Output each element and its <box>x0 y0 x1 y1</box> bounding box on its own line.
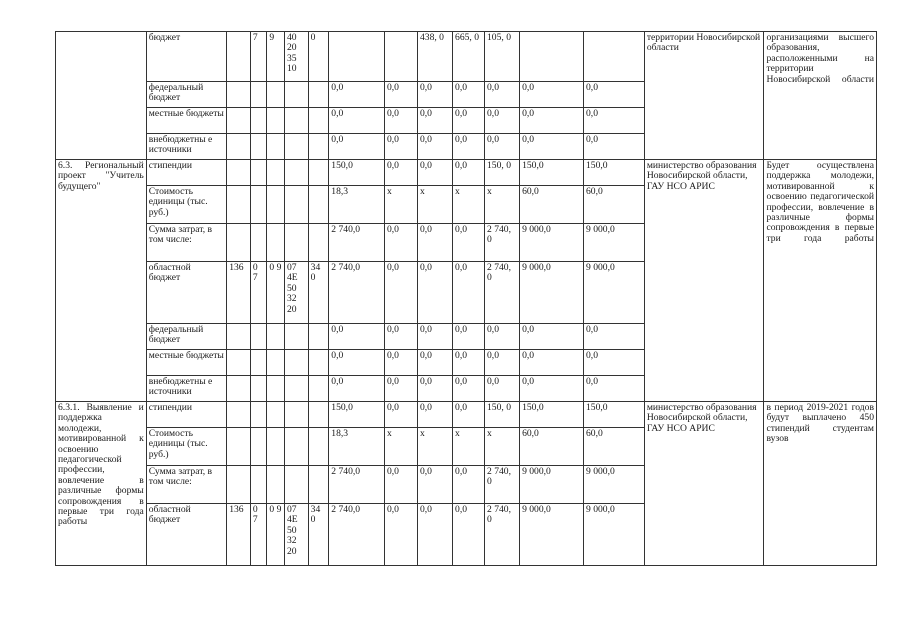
cell-value-2019: 0,0 <box>417 504 452 566</box>
cell-csr: 40 20 35 10 <box>284 32 308 82</box>
cell-grbs <box>227 402 251 428</box>
cell-value-2018: 0,0 <box>384 324 417 350</box>
cell-vr <box>308 376 329 402</box>
cell-value-2020: 0,0 <box>453 82 485 108</box>
cell-value-2021: 0,0 <box>485 376 520 402</box>
cell-value-2023: 0,0 <box>584 324 645 350</box>
cell-rz <box>250 186 267 224</box>
cell-value-2019: 0,0 <box>417 466 452 504</box>
cell-rz <box>250 134 267 160</box>
cell-value-2018: х <box>384 428 417 466</box>
cell-value-2023: 9 000,0 <box>584 224 645 262</box>
cell-value-2023: 0,0 <box>584 134 645 160</box>
cell-item: Сумма затрат, в том числе: <box>146 466 226 504</box>
cell-vr <box>308 186 329 224</box>
cell-value-2023: 9 000,0 <box>584 466 645 504</box>
cell-csr <box>284 376 308 402</box>
cell-pr <box>267 376 285 402</box>
table-row <box>56 32 877 82</box>
cell-value-2023: 60,0 <box>584 428 645 466</box>
cell-value-2020: 0,0 <box>453 262 485 324</box>
cell-pr <box>267 160 285 186</box>
cell-csr <box>284 466 308 504</box>
cell-rz <box>250 224 267 262</box>
cell-vr <box>308 402 329 428</box>
cell-value-2018: 0,0 <box>384 82 417 108</box>
cell-value-2022: 9 000,0 <box>520 224 584 262</box>
cell-value-2022: 0,0 <box>520 324 584 350</box>
table-row <box>56 160 877 186</box>
cell-pr <box>267 108 285 134</box>
cell-item: Стоимость единицы (тыс. руб.) <box>146 428 226 466</box>
cell-value-2021: 0,0 <box>485 108 520 134</box>
cell-value-2022: 9 000,0 <box>520 504 584 566</box>
cell-csr <box>284 428 308 466</box>
cell-item: Стоимость единицы (тыс. руб.) <box>146 186 226 224</box>
cell-value-2023: 9 000,0 <box>584 262 645 324</box>
cell-value-total: 2 740,0 <box>329 224 385 262</box>
cell-rz <box>250 466 267 504</box>
cell-value-total: 0,0 <box>329 350 385 376</box>
cell-value-2021: 2 740, 0 <box>485 224 520 262</box>
cell-value-2023: 0,0 <box>584 376 645 402</box>
cell-value-2018: 0,0 <box>384 262 417 324</box>
cell-value-total: 0,0 <box>329 82 385 108</box>
cell-value-2022: 60,0 <box>520 428 584 466</box>
cell-value-2021: 0,0 <box>485 350 520 376</box>
cell-value-total: 150,0 <box>329 402 385 428</box>
cell-value-2020: 0,0 <box>453 350 485 376</box>
cell-item: областной бюджет <box>146 504 226 566</box>
cell-grbs <box>227 186 251 224</box>
cell-csr <box>284 186 308 224</box>
cell-value-2022: 0,0 <box>520 134 584 160</box>
cell-grbs: 136 <box>227 504 251 566</box>
cell-vr <box>308 108 329 134</box>
cell-rz <box>250 402 267 428</box>
cell-value-2019: х <box>417 428 452 466</box>
cell-value-2020: 0,0 <box>453 376 485 402</box>
cell-grbs <box>227 32 251 82</box>
cell-value-2018: 0,0 <box>384 350 417 376</box>
cell-value-2020: 0,0 <box>453 224 485 262</box>
cell-vr: 34 0 <box>308 262 329 324</box>
cell-grbs <box>227 134 251 160</box>
cell-value-2020: 0,0 <box>453 108 485 134</box>
cell-vr <box>308 224 329 262</box>
cell-value-2021: 0,0 <box>485 82 520 108</box>
table-row <box>56 402 877 428</box>
cell-rz <box>250 108 267 134</box>
cell-value-2023: 0,0 <box>584 108 645 134</box>
cell-value-2021: 2 740, 0 <box>485 262 520 324</box>
cell-value-2018: 0,0 <box>384 466 417 504</box>
cell-grbs <box>227 350 251 376</box>
cell-value-2019: 0,0 <box>417 224 452 262</box>
cell-item: внебюджетны е источники <box>146 376 226 402</box>
cell-grbs <box>227 224 251 262</box>
cell-value-2022: 150,0 <box>520 160 584 186</box>
cell-value-2021: 105, 0 <box>485 32 520 82</box>
cell-value-2023: 9 000,0 <box>584 504 645 566</box>
cell-value-2019: 0,0 <box>417 134 452 160</box>
cell-grbs <box>227 428 251 466</box>
cell-value-2023 <box>584 32 645 82</box>
cell-rz: 0 7 <box>250 262 267 324</box>
cell-vr: 34 0 <box>308 504 329 566</box>
cell-value-2023: 0,0 <box>584 350 645 376</box>
cell-value-2019: х <box>417 186 452 224</box>
cell-value-2022: 60,0 <box>520 186 584 224</box>
cell-value-2021: 150, 0 <box>485 402 520 428</box>
cell-value-total: 2 740,0 <box>329 262 385 324</box>
cell-value-2018: 0,0 <box>384 504 417 566</box>
cell-value-total: 18,3 <box>329 428 385 466</box>
cell-rz <box>250 160 267 186</box>
cell-pr <box>267 350 285 376</box>
cell-executor: министерство образования Новосибирской области, ГАУ НСО АРИС <box>644 402 764 566</box>
cell-csr: 07 4E 50 32 20 <box>284 504 308 566</box>
cell-executor: министерство образования Новосибирской области, ГАУ НСО АРИС <box>644 160 764 402</box>
cell-value-2020: х <box>453 428 485 466</box>
cell-rz <box>250 350 267 376</box>
cell-grbs: 136 <box>227 262 251 324</box>
cell-pr <box>267 466 285 504</box>
cell-grbs <box>227 82 251 108</box>
cell-value-2023: 60,0 <box>584 186 645 224</box>
cell-pr: 0 9 <box>267 504 285 566</box>
cell-grbs <box>227 108 251 134</box>
cell-expected-result: Будет осуществлена поддержка молодежи, мотивированной к освоению педагогической профессии, вовлечение в различные формы сопровождения в первые три года работы <box>764 160 877 402</box>
cell-value-2022: 9 000,0 <box>520 262 584 324</box>
cell-value-total: 150,0 <box>329 160 385 186</box>
cell-value-2019: 438, 0 <box>417 32 452 82</box>
cell-value-total: 0,0 <box>329 324 385 350</box>
cell-rz <box>250 82 267 108</box>
cell-pr: 9 <box>267 32 285 82</box>
cell-value-2020: 0,0 <box>453 504 485 566</box>
cell-value-2021: х <box>485 186 520 224</box>
cell-item: федеральный бюджет <box>146 324 226 350</box>
cell-item: местные бюджеты <box>146 108 226 134</box>
cell-grbs <box>227 324 251 350</box>
cell-value-2022: 0,0 <box>520 108 584 134</box>
cell-value-2018: 0,0 <box>384 108 417 134</box>
cell-pr <box>267 224 285 262</box>
cell-value-2018: 0,0 <box>384 134 417 160</box>
cell-item: областной бюджет <box>146 262 226 324</box>
cell-item: стипендии <box>146 402 226 428</box>
cell-grbs <box>227 376 251 402</box>
cell-value-2021: х <box>485 428 520 466</box>
cell-value-2021: 0,0 <box>485 324 520 350</box>
cell-value-2019: 0,0 <box>417 262 452 324</box>
cell-activity-name: 6.3. Региональный проект "Учитель будущего" <box>56 160 147 402</box>
cell-value-2019: 0,0 <box>417 82 452 108</box>
cell-value-2020: 0,0 <box>453 324 485 350</box>
cell-activity-name <box>56 32 147 160</box>
cell-value-2019: 0,0 <box>417 350 452 376</box>
cell-value-total: 18,3 <box>329 186 385 224</box>
cell-rz <box>250 324 267 350</box>
cell-vr <box>308 466 329 504</box>
cell-item: бюджет <box>146 32 226 82</box>
cell-grbs <box>227 160 251 186</box>
cell-value-2022 <box>520 32 584 82</box>
cell-csr <box>284 160 308 186</box>
cell-csr <box>284 350 308 376</box>
cell-value-2019: 0,0 <box>417 324 452 350</box>
cell-rz <box>250 376 267 402</box>
cell-value-total: 0,0 <box>329 108 385 134</box>
cell-value-2023: 0,0 <box>584 82 645 108</box>
cell-value-2018: 0,0 <box>384 376 417 402</box>
cell-pr <box>267 402 285 428</box>
cell-value-2018: х <box>384 186 417 224</box>
cell-item: стипендии <box>146 160 226 186</box>
cell-vr <box>308 324 329 350</box>
cell-csr <box>284 402 308 428</box>
cell-value-2021: 150, 0 <box>485 160 520 186</box>
cell-value-2018: 0,0 <box>384 402 417 428</box>
cell-csr: 07 4E 50 32 20 <box>284 262 308 324</box>
program-table <box>55 31 877 566</box>
cell-item: внебюджетны е источники <box>146 134 226 160</box>
cell-value-2019: 0,0 <box>417 160 452 186</box>
cell-value-2022: 9 000,0 <box>520 466 584 504</box>
cell-value-2019: 0,0 <box>417 402 452 428</box>
cell-value-2020: 0,0 <box>453 134 485 160</box>
cell-value-total: 0,0 <box>329 134 385 160</box>
cell-csr <box>284 82 308 108</box>
cell-value-total: 2 740,0 <box>329 466 385 504</box>
cell-value-2023: 150,0 <box>584 160 645 186</box>
cell-expected-result: организациями высшего образования, расположенными на территории Новосибирской области <box>764 32 877 160</box>
cell-value-2018: 0,0 <box>384 160 417 186</box>
cell-value-2022: 150,0 <box>520 402 584 428</box>
cell-pr <box>267 82 285 108</box>
cell-pr: 0 9 <box>267 262 285 324</box>
cell-rz <box>250 428 267 466</box>
cell-vr <box>308 82 329 108</box>
cell-item: местные бюджеты <box>146 350 226 376</box>
cell-value-2021: 2 740, 0 <box>485 504 520 566</box>
cell-pr <box>267 134 285 160</box>
cell-pr <box>267 324 285 350</box>
cell-csr <box>284 134 308 160</box>
cell-value-2020: 0,0 <box>453 402 485 428</box>
cell-value-total: 2 740,0 <box>329 504 385 566</box>
cell-executor: территории Новосибирской области <box>644 32 764 160</box>
cell-rz: 7 <box>250 32 267 82</box>
cell-value-2020: х <box>453 186 485 224</box>
cell-value-2019: 0,0 <box>417 376 452 402</box>
cell-expected-result: в период 2019-2021 годов будут выплачено 450 стипендий студентам вузов <box>764 402 877 566</box>
cell-value-2021: 0,0 <box>485 134 520 160</box>
cell-vr: 0 <box>308 32 329 82</box>
cell-csr <box>284 108 308 134</box>
cell-activity-name: 6.3.1. Выявление и поддержка молодежи, мотивированной к освоению педагогической профессии, вовлечение в различные формы сопровождения в первые три года работы <box>56 402 147 566</box>
cell-csr <box>284 324 308 350</box>
cell-item: Сумма затрат, в том числе: <box>146 224 226 262</box>
cell-grbs <box>227 466 251 504</box>
cell-value-2022: 0,0 <box>520 82 584 108</box>
cell-vr <box>308 134 329 160</box>
cell-value-2022: 0,0 <box>520 350 584 376</box>
cell-value-2021: 2 740, 0 <box>485 466 520 504</box>
cell-pr <box>267 428 285 466</box>
cell-value-2023: 150,0 <box>584 402 645 428</box>
cell-vr <box>308 428 329 466</box>
cell-pr <box>267 186 285 224</box>
cell-item: федеральный бюджет <box>146 82 226 108</box>
cell-value-2019: 0,0 <box>417 108 452 134</box>
cell-value-2020: 0,0 <box>453 160 485 186</box>
cell-value-2018 <box>384 32 417 82</box>
cell-value-2020: 0,0 <box>453 466 485 504</box>
cell-value-2020: 665, 0 <box>453 32 485 82</box>
cell-value-2022: 0,0 <box>520 376 584 402</box>
cell-rz: 0 7 <box>250 504 267 566</box>
cell-csr <box>284 224 308 262</box>
cell-value-2018: 0,0 <box>384 224 417 262</box>
cell-value-total: 0,0 <box>329 376 385 402</box>
cell-value-total <box>329 32 385 82</box>
cell-vr <box>308 160 329 186</box>
cell-vr <box>308 350 329 376</box>
